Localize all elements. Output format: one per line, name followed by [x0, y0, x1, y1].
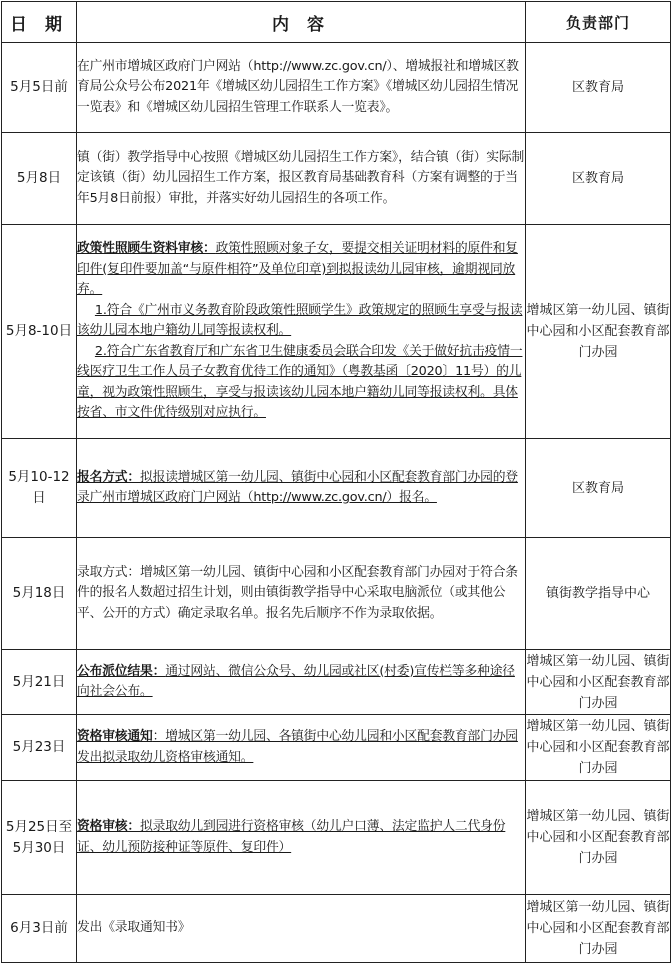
row-date: 5月5日前	[2, 43, 77, 133]
content-paragraph: 2.符合广东省教育厅和广东省卫生健康委员会联合印发《关于做好抗击疫情一线医疗卫生工作人员子女教育优待工作的通知》（粤教基函〔2020〕11号）的儿童，视为政策性照顾生，享受与报读该幼儿园本地户籍幼儿同等报读权利。具体按省、市文件优待级别对应执行。	[77, 343, 523, 421]
table-header-row	[2, 2, 671, 43]
table-row	[2, 715, 671, 781]
row-content	[77, 650, 526, 715]
table-row	[2, 43, 671, 133]
content-body: 通过网站、微信公众号、幼儿园或社区(村委)宣传栏等多种途径向社会公布。	[77, 663, 515, 699]
table-row	[2, 781, 671, 895]
row-date: 5月8-10日	[2, 225, 77, 439]
row-date: 5月21日	[2, 650, 77, 715]
row-date: 5月8日	[2, 133, 77, 225]
content-body: 拟报读增城区第一幼儿园、镇街中心园和小区配套教育部门办园的登录广州市增城区政府门户网站（http://www.zc.gov.cn/）报名。	[77, 469, 518, 505]
table-row	[2, 133, 671, 225]
table-row	[2, 538, 671, 650]
content-title: 资格审核：	[77, 819, 140, 834]
row-content: 在广州市增城区政府门户网站（http://www.zc.gov.cn/）、增城报社和增城区教育局公众号公布2021年《增城区幼儿园招生工作方案》《增城区幼儿园招生情况一览表》和《增城区幼儿园招生管理工作联系人一览表》。	[77, 43, 526, 133]
row-date: 5月10-12日	[2, 439, 77, 538]
content-title: 政策性照顾生资料审核：	[77, 241, 216, 257]
content-body: 拟录取幼儿到园进行资格审核（幼儿户口薄、法定监护人二代身份证、幼儿预防接种证等原件、复印件）	[77, 819, 506, 855]
content-paragraph	[77, 819, 505, 855]
content-body: 政策性照顾对象子女，要提交相关证明材料的原件和复印件(复印件要加盖“与原件相符”及单位印章)到拟报读幼儿园审核，逾期视同放弃。	[77, 241, 518, 298]
content-paragraph	[77, 239, 525, 301]
content-paragraph	[77, 470, 518, 506]
row-dept: 增城区第一幼儿园、镇街中心园和小区配套教育部门办园	[526, 225, 671, 439]
row-dept: 增城区第一幼儿园、镇街中心园和小区配套教育部门办园	[526, 895, 671, 963]
row-dept: 增城区第一幼儿园、镇街中心园和小区配套教育部门办园	[526, 781, 671, 895]
row-date: 6月3日前	[2, 895, 77, 963]
table-row	[2, 439, 671, 538]
row-date: 5月18日	[2, 538, 77, 650]
row-content: 录取方式：增城区第一幼儿园、镇街中心园和小区配套教育部门办园对于符合条件的报名人数超过招生计划，则由镇街教学指导中心采取电脑派位（或其他公平、公开的方式）确定录取名单。报名先后顺序不作为录取依据。	[77, 538, 526, 650]
table-row	[2, 225, 671, 439]
header-dept: 负责部门	[526, 2, 671, 43]
header-content: 内 容	[77, 2, 526, 43]
content-paragraph	[77, 729, 518, 765]
content-title: 报名方式：	[77, 469, 140, 485]
row-dept: 区教育局	[526, 439, 671, 538]
row-content	[77, 715, 526, 781]
row-content: 镇（街）教学指导中心按照《增城区幼儿园招生工作方案》，结合镇（街）实际制定该镇（街）幼儿园招生工作方案，报区教育局基础教育科（方案有调整的于当年5月8日前报）审批，并落实好幼儿园招生的各项工作。	[77, 133, 526, 225]
row-dept: 增城区第一幼儿园、镇街中心园和小区配套教育部门办园	[526, 715, 671, 781]
row-content	[77, 439, 526, 538]
content-title: 公布派位结果：	[77, 663, 166, 679]
table-row	[2, 895, 671, 963]
row-dept: 镇街教学指导中心	[526, 538, 671, 650]
row-content	[77, 225, 526, 439]
row-date: 5月23日	[2, 715, 77, 781]
row-content: 发出《录取通知书》	[77, 895, 526, 963]
enrollment-schedule-table	[1, 1, 671, 963]
table-row	[2, 650, 671, 715]
content-title: 资格审核通知	[77, 729, 153, 744]
row-dept: 区教育局	[526, 133, 671, 225]
row-content	[77, 781, 526, 895]
row-date: 5月25日至5月30日	[2, 781, 77, 895]
row-dept: 区教育局	[526, 43, 671, 133]
header-date: 日 期	[2, 2, 77, 43]
content-body: ：增城区第一幼儿园、各镇街中心幼儿园和小区配套教育部门办园发出拟录取幼儿资格审核通知。	[77, 729, 518, 765]
content-paragraph	[77, 664, 515, 700]
row-dept: 增城区第一幼儿园、镇街中心园和小区配套教育部门办园	[526, 650, 671, 715]
content-paragraph: 1.符合《广州市义务教育阶段政策性照顾学生》政策规定的照顾生享受与报读该幼儿园本地户籍幼儿同等报读权利。	[77, 302, 523, 339]
